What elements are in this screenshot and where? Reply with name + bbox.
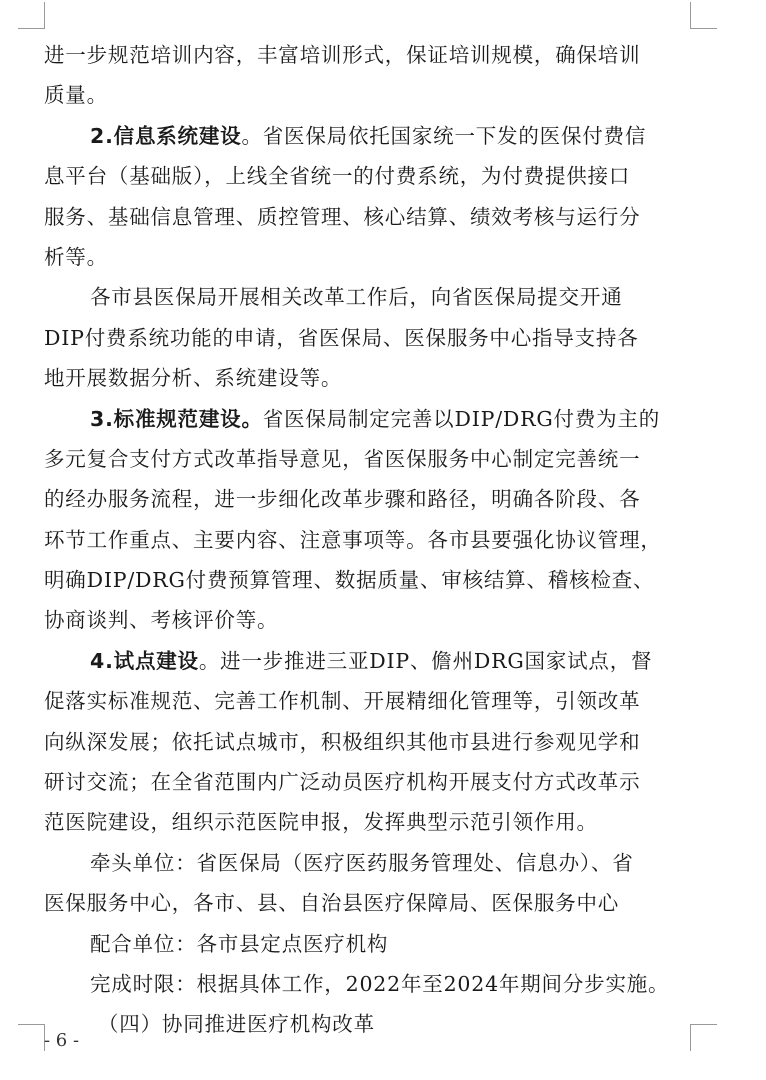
text-line: 范医院建设，组织示范医院申报，发挥典型示范引领作用。 [44,810,598,835]
text-span: 。进一步推进三亚DIP、儋州DRG国家试点，督 [198,648,653,673]
text-span: 。省医保局依托国家统一下发的医保付费信 [241,123,647,148]
section-heading-line [44,641,696,681]
text-line: 多元复合支付方式改革指导意见，省医保服务中心制定完善统一 [44,446,641,471]
document-body [44,35,696,1045]
text-line: 促落实标准规范、完善工作机制、开展精细化管理等，引领改革 [44,689,641,714]
page-number: - 6 - [44,1030,80,1051]
section-heading: 2.信息系统建设 [90,123,242,148]
subsection-heading: （四）协同推进医疗机构改革 [98,1012,375,1037]
section-heading-line [44,116,696,156]
text-line: 质量。 [44,83,108,108]
text-line: 地开展数据分析、系统建设等。 [44,366,343,391]
crop-mark-top-left [18,2,45,29]
text-line: 服务、基础信息管理、质控管理、核心结算、绩效考核与运行分 [44,204,641,229]
text-line: 进一步规范培训内容，丰富培训形式，保证培训规模，确保培训 [44,43,641,67]
text-line: 向纵深发展；依托试点城市，积极组织其他市县进行参观见学和 [44,729,641,754]
text-line: 协商谈判、考核评价等。 [44,608,279,633]
text-line: 环节工作重点、主要内容、注意事项等。各市县要强化协议管理， [44,527,662,552]
text-line: 医保服务中心，各市、县、自治县医疗保障局、医保服务中心 [44,891,620,916]
text-line: 明确DIP/DRG付费预算管理、数据质量、审核结算、稽核检查、 [44,568,655,593]
text-line: 各市县医保局开展相关改革工作后，向省医保局提交开通 [90,285,623,310]
text-line: 配合单位：各市县定点医疗机构 [90,931,389,956]
text-line: 息平台（基础版），上线全省统一的付费系统，为付费提供接口 [44,164,631,189]
section-heading: 4.试点建设 [90,648,199,673]
text-span: 省医保局制定完善以DIP/DRG付费为主的 [262,406,661,431]
text-line: 析等。 [44,244,108,269]
text-line: 完成时限：根据具体工作，2022年至2024年期间分步实施。 [90,971,670,996]
crop-mark-top-right [690,2,717,29]
crop-mark-bottom-left [18,1024,45,1051]
text-line: 的经办服务流程，进一步细化改革步骤和路径，明确各阶段、各 [44,487,641,512]
section-heading-line [44,399,696,439]
text-line: 牵头单位：省医保局（医疗医药服务管理处、信息办）、省 [90,850,634,875]
text-line: DIP付费系统功能的申请，省医保局、医保服务中心指导支持各 [44,325,639,350]
section-heading: 3.标准规范建设。 [90,406,263,431]
text-line: 研讨交流；在全省范围内广泛动员医疗机构开展支付方式改革示 [44,770,641,795]
